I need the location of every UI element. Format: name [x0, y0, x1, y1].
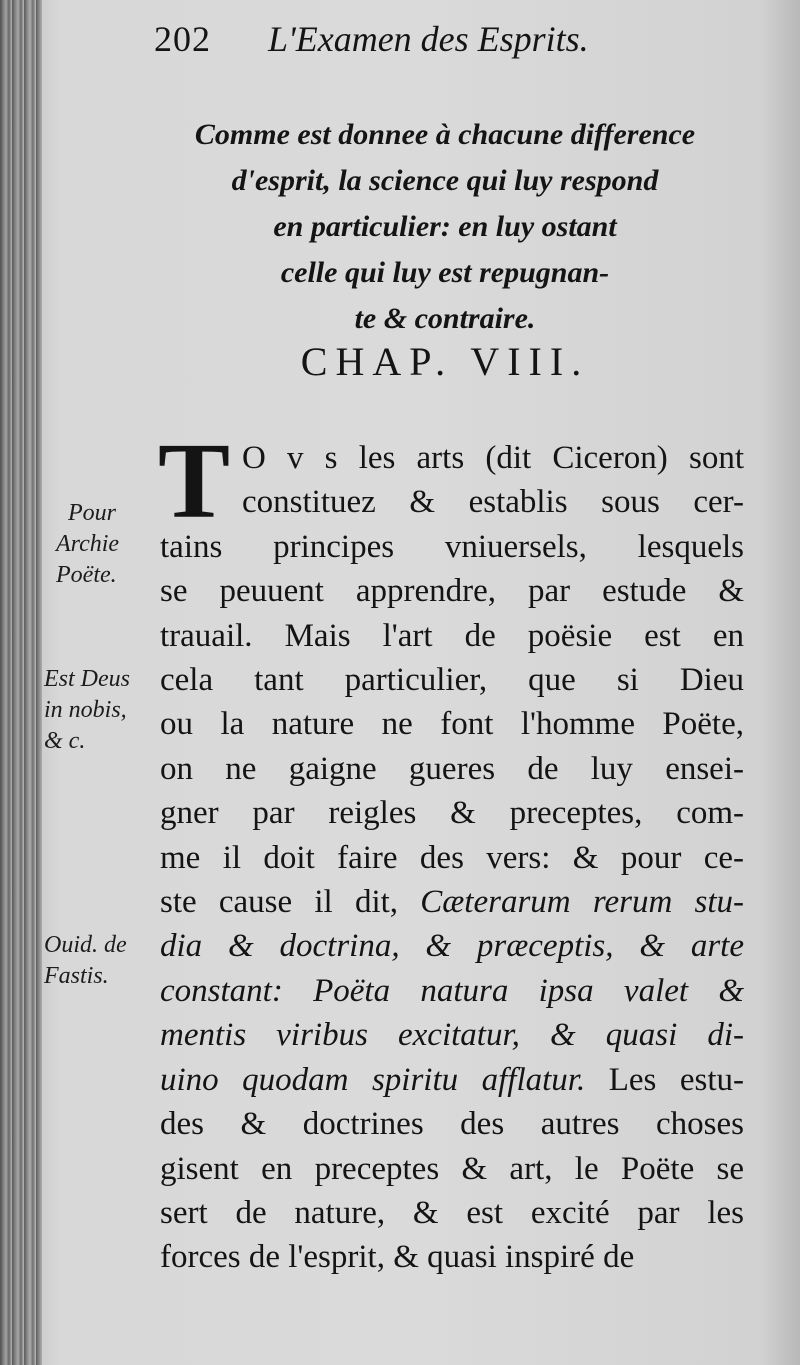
latin-line: mentis viribus excitatur, & quasi di-	[160, 1017, 744, 1054]
text-line: constituez & establis sous cer-	[242, 484, 744, 521]
page-header	[150, 18, 710, 68]
text-line: des & doctrines des autres choses	[160, 1106, 744, 1143]
text-line: forces de l'esprit, & quasi inspiré de	[160, 1239, 635, 1276]
margin-note	[56, 498, 119, 591]
text-line: cela tant particulier, que si Dieu	[160, 662, 744, 699]
text-run: ste cause il dit,	[160, 884, 399, 921]
text-line	[160, 880, 744, 924]
drop-cap: T	[158, 422, 231, 541]
margin-note	[44, 664, 130, 757]
text-line	[160, 1058, 744, 1102]
latin-line: dia & doctrina, & præceptis, & arte	[160, 928, 744, 965]
margin-note-line: Ouid. de	[44, 932, 127, 958]
margin-note-line: Poëte.	[56, 562, 117, 588]
text-run: Les estu-	[585, 1061, 744, 1098]
text-line: me il doit faire des vers: & pour ce-	[160, 839, 744, 876]
heading-line: en particulier: en luy ostant	[273, 210, 617, 243]
margin-note-line: Est Deus	[44, 666, 130, 692]
chapter-number: CHAP. VIII.	[300, 339, 590, 384]
text-line: O v s les arts (dit Ciceron) sont	[242, 440, 744, 476]
latin-line: constant: Poëta natura ipsa valet &	[160, 972, 744, 1009]
text-line: ou la nature ne font l'homme Poëte,	[160, 706, 744, 743]
heading-line: te & contraire.	[354, 302, 536, 335]
margin-note-line: & c.	[44, 728, 86, 754]
latin-quote-start: Cæterarum rerum stu-	[420, 884, 744, 921]
folio-number: 202	[154, 19, 211, 59]
text-line: on ne gaigne gueres de luy ensei-	[160, 750, 744, 787]
heading-line: Comme est donnee à chacune difference	[194, 118, 696, 151]
heading-line: d'esprit, la science qui luy respond	[231, 164, 659, 197]
margin-note-line: Fastis.	[44, 963, 109, 989]
margin-note-line: Pour	[68, 500, 116, 526]
margin-note	[44, 930, 127, 992]
text-line: sert de nature, & est excité par les	[160, 1194, 744, 1231]
chapter-heading	[150, 112, 740, 342]
running-title: L'Examen des Esprits.	[268, 19, 589, 59]
body-text	[160, 436, 744, 1280]
text-line: tains principes vniuersels, lesquels	[160, 528, 744, 565]
margin-note-line: Archie	[56, 531, 120, 557]
text-line: gisent en preceptes & art, le Poëte se	[160, 1150, 744, 1187]
book-spine	[0, 0, 42, 1365]
text-line: trauail. Mais l'art de poësie est en	[160, 617, 744, 654]
latin-quote-end: uino quodam spiritu afflatur.	[160, 1061, 586, 1098]
heading-line: celle qui luy est repugnan-	[280, 256, 610, 289]
margin-note-line: in nobis,	[44, 697, 127, 723]
text-line: gner par reigles & preceptes, com-	[160, 795, 744, 832]
text-line: se peuuent apprendre, par estude &	[160, 573, 744, 610]
